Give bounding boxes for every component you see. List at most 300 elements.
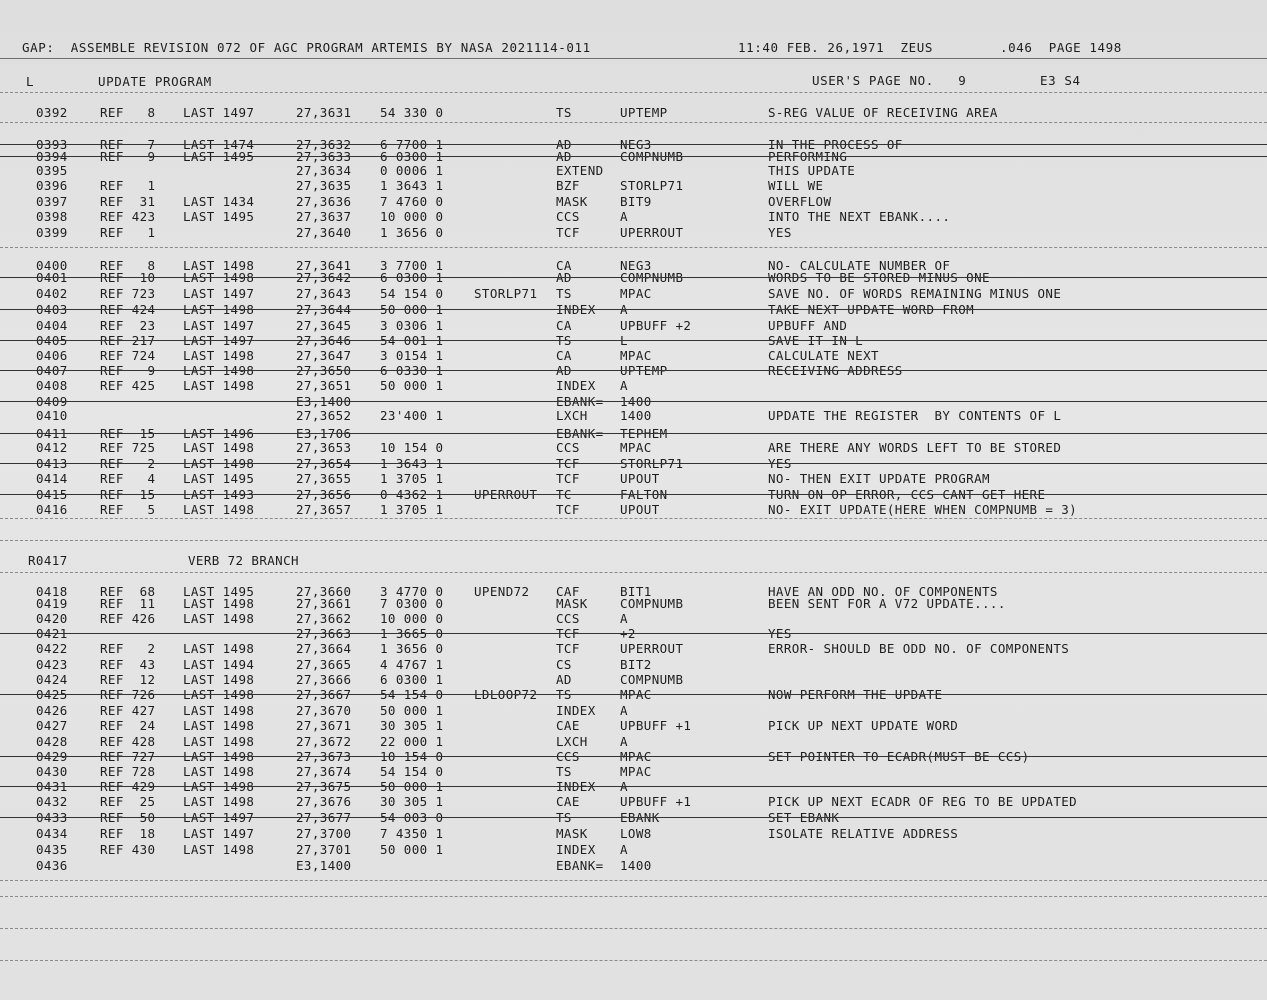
- listing-op: INDEX: [556, 378, 596, 393]
- listing-op: EXTEND: [556, 163, 604, 178]
- listing-ref: REF 4: [100, 471, 156, 486]
- listing-line: [0, 163, 1267, 178]
- listing-addr: 27,3664: [296, 641, 352, 656]
- listing-n: 0432: [36, 794, 68, 809]
- listing-com: TAKE NEXT UPDATE WORD FROM: [768, 302, 975, 317]
- listing-line: [0, 764, 1267, 779]
- listing-n: 0403: [36, 302, 68, 317]
- listing-com: ERROR- SHOULD BE ODD NO. OF COMPONENTS: [768, 641, 1070, 656]
- listing-opd: 1400: [620, 408, 652, 423]
- listing-opd: MPAC: [620, 348, 652, 363]
- listing-last: LAST 1474: [183, 137, 255, 152]
- listing-last: LAST 1498: [183, 641, 255, 656]
- listing-last: LAST 1498: [183, 703, 255, 718]
- listing-n: 0397: [36, 194, 68, 209]
- listing-code: 1 3665 0: [380, 626, 444, 641]
- listing-line: [0, 456, 1267, 471]
- listing-opd: LOW8: [620, 826, 652, 841]
- listing-last: LAST 1498: [183, 764, 255, 779]
- listing-opd: UPBUFF +2: [620, 318, 692, 333]
- listing-addr: 27,3670: [296, 703, 352, 718]
- listing-n: 0414: [36, 471, 68, 486]
- listing-n: 0431: [36, 779, 68, 794]
- listing-opd: A: [620, 302, 628, 317]
- listing-last: LAST 1494: [183, 657, 255, 672]
- listing-n: 0401: [36, 270, 68, 285]
- listing-op: INDEX: [556, 842, 596, 857]
- listing-com: ISOLATE RELATIVE ADDRESS: [768, 826, 959, 841]
- listing-lab: STORLP71: [474, 286, 538, 301]
- listing-line: [0, 149, 1267, 164]
- listing-n: 0426: [36, 703, 68, 718]
- listing-ref: REF 25: [100, 794, 156, 809]
- listing-addr: 27,3673: [296, 749, 352, 764]
- listing-n: 0402: [36, 286, 68, 301]
- listing-code: 10 154 0: [380, 749, 444, 764]
- listing-com: YES: [768, 456, 792, 471]
- listing-last: LAST 1497: [183, 826, 255, 841]
- listing-last: LAST 1495: [183, 471, 255, 486]
- listing-opd: L: [620, 333, 628, 348]
- listing-com: INTO THE NEXT EBANK....: [768, 209, 951, 224]
- listing-code: 6 0300 1: [380, 149, 444, 164]
- listing-code: 3 0306 1: [380, 318, 444, 333]
- listing-addr: 27,3665: [296, 657, 352, 672]
- rule: [0, 58, 1267, 59]
- section-marker: L: [26, 74, 35, 89]
- listing-com: BEEN SENT FOR A V72 UPDATE....: [768, 596, 1006, 611]
- listing-line: [0, 657, 1267, 672]
- listing-ref: REF 727: [100, 749, 156, 764]
- listing-opd: MPAC: [620, 440, 652, 455]
- listing-com: SAVE NO. OF WORDS REMAINING MINUS ONE: [768, 286, 1062, 301]
- listing-op: TC: [556, 487, 572, 502]
- listing-ref: REF 424: [100, 302, 156, 317]
- listing-com: YES: [768, 626, 792, 641]
- listing-com: NO- THEN EXIT UPDATE PROGRAM: [768, 471, 990, 486]
- listing-line: [0, 286, 1267, 301]
- listing-n: 0415: [36, 487, 68, 502]
- listing-op: TCF: [556, 456, 580, 471]
- listing-opd: UPERROUT: [620, 225, 684, 240]
- listing-n: 0412: [36, 440, 68, 455]
- listing-code: 10 154 0: [380, 440, 444, 455]
- listing-op: AD: [556, 149, 572, 164]
- listing-n: 0422: [36, 641, 68, 656]
- listing-code: 3 0154 1: [380, 348, 444, 363]
- listing-code: 54 154 0: [380, 687, 444, 702]
- listing-addr: 27,3650: [296, 363, 352, 378]
- listing-com: YES: [768, 225, 792, 240]
- listing-op: CCS: [556, 440, 580, 455]
- listing-last: LAST 1498: [183, 842, 255, 857]
- listing-com: PICK UP NEXT ECADR OF REG TO BE UPDATED: [768, 794, 1078, 809]
- listing-addr: 27,3634: [296, 163, 352, 178]
- listing-addr: 27,3643: [296, 286, 352, 301]
- listing-ref: REF 724: [100, 348, 156, 363]
- listing-addr: 27,3666: [296, 672, 352, 687]
- listing-ref: REF 9: [100, 149, 156, 164]
- listing-code: 50 000 1: [380, 842, 444, 857]
- listing-line: [0, 471, 1267, 486]
- listing-op: CAF: [556, 584, 580, 599]
- listing-line: [0, 426, 1267, 441]
- listing-ref: REF 430: [100, 842, 156, 857]
- listing-last: LAST 1498: [183, 794, 255, 809]
- listing-line: [0, 842, 1267, 857]
- listing-ref: REF 1: [100, 225, 156, 240]
- listing-com: OVERFLOW: [768, 194, 832, 209]
- listing-ref: REF 11: [100, 596, 156, 611]
- listing-last: LAST 1498: [183, 502, 255, 517]
- listing-op: TS: [556, 333, 572, 348]
- listing-n: 0396: [36, 178, 68, 193]
- listing-addr: 27,3660: [296, 584, 352, 599]
- header-page: .046 PAGE 1498: [1000, 40, 1122, 55]
- listing-last: LAST 1498: [183, 672, 255, 687]
- listing-last: LAST 1496: [183, 426, 255, 441]
- listing-opd: TEPHEM: [620, 426, 668, 441]
- listing-opd: UPOUT: [620, 502, 660, 517]
- listing-ref: REF 15: [100, 426, 156, 441]
- listing-code: 0 0006 1: [380, 163, 444, 178]
- rule: [0, 960, 1267, 961]
- listing-last: LAST 1497: [183, 318, 255, 333]
- listing-ref: REF 12: [100, 672, 156, 687]
- listing-op: TCF: [556, 502, 580, 517]
- listing-addr: 27,3652: [296, 408, 352, 423]
- listing-com: PICK UP NEXT UPDATE WORD: [768, 718, 959, 733]
- listing-last: LAST 1498: [183, 718, 255, 733]
- listing-opd: 1400: [620, 394, 652, 409]
- listing-opd: STORLP71: [620, 456, 684, 471]
- listing-lab: UPEND72: [474, 584, 530, 599]
- listing-op: CAE: [556, 794, 580, 809]
- listing-last: LAST 1498: [183, 258, 255, 273]
- listing-n: 0421: [36, 626, 68, 641]
- listing-opd: +2: [620, 626, 636, 641]
- listing-ref: REF 725: [100, 440, 156, 455]
- listing-ref: REF 426: [100, 611, 156, 626]
- listing-n: 0434: [36, 826, 68, 841]
- listing-last: VERB 72 BRANCH: [188, 553, 299, 568]
- listing-addr: 27,3671: [296, 718, 352, 733]
- listing-op: EBANK=: [556, 858, 604, 873]
- listing-addr: 27,3631: [296, 105, 352, 120]
- listing-ref: REF 9: [100, 363, 156, 378]
- listing-op: TCF: [556, 225, 580, 240]
- listing-line: [0, 794, 1267, 809]
- listing-line: [0, 487, 1267, 502]
- listing-last: LAST 1498: [183, 779, 255, 794]
- listing-ref: REF 428: [100, 734, 156, 749]
- listing-last: LAST 1498: [183, 611, 255, 626]
- listing-lab: LDLOOP72: [474, 687, 538, 702]
- listing-line: [0, 348, 1267, 363]
- listing-opd: MPAC: [620, 764, 652, 779]
- listing-n: 0406: [36, 348, 68, 363]
- listing-addr: 27,3641: [296, 258, 352, 273]
- listing-addr: 27,3635: [296, 178, 352, 193]
- listing-n: 0409: [36, 394, 68, 409]
- listing-op: MASK: [556, 826, 588, 841]
- listing-line: [0, 194, 1267, 209]
- listing-last: LAST 1497: [183, 286, 255, 301]
- listing-n: 0433: [36, 810, 68, 825]
- listing-last: LAST 1498: [183, 687, 255, 702]
- listing-line: [0, 502, 1267, 517]
- listing-ref: REF 1: [100, 178, 156, 193]
- rule: [0, 92, 1267, 93]
- listing-ref: REF 18: [100, 826, 156, 841]
- listing-addr: 27,3657: [296, 502, 352, 517]
- listing-opd: MPAC: [620, 749, 652, 764]
- listing-ref: REF 24: [100, 718, 156, 733]
- listing-op: TS: [556, 687, 572, 702]
- listing-code: 1 3656 0: [380, 641, 444, 656]
- listing-line: [0, 858, 1267, 873]
- listing-code: 54 003 0: [380, 810, 444, 825]
- listing-com: PERFORMING: [768, 149, 848, 164]
- listing-opd: A: [620, 703, 628, 718]
- listing-opd: COMPNUMB: [620, 149, 684, 164]
- listing-op: AD: [556, 270, 572, 285]
- listing-opd: A: [620, 842, 628, 857]
- listing-ref: REF 726: [100, 687, 156, 702]
- listing-ref: REF 2: [100, 641, 156, 656]
- listing-op: TS: [556, 286, 572, 301]
- listing-code: 1 3643 1: [380, 456, 444, 471]
- listing-last: LAST 1495: [183, 149, 255, 164]
- listing-ref: REF 50: [100, 810, 156, 825]
- listing-n: 0419: [36, 596, 68, 611]
- listing-addr: 27,3632: [296, 137, 352, 152]
- listing-addr: 27,3700: [296, 826, 352, 841]
- listing-code: 30 305 1: [380, 718, 444, 733]
- listing-n: 0424: [36, 672, 68, 687]
- listing-n: 0420: [36, 611, 68, 626]
- listing-last: LAST 1498: [183, 734, 255, 749]
- bank-label: E3 S4: [1040, 73, 1081, 88]
- rule: [0, 928, 1267, 929]
- listing-code: 7 0300 0: [380, 596, 444, 611]
- listing-addr: 27,3654: [296, 456, 352, 471]
- listing-n: 0428: [36, 734, 68, 749]
- listing-addr: 27,3637: [296, 209, 352, 224]
- listing-op: CCS: [556, 749, 580, 764]
- listing-addr: 27,3645: [296, 318, 352, 333]
- listing-code: 3 4770 0: [380, 584, 444, 599]
- listing-com: THIS UPDATE: [768, 163, 856, 178]
- rule: [0, 880, 1267, 881]
- listing-n: 0405: [36, 333, 68, 348]
- listing-op: TS: [556, 764, 572, 779]
- rule: [0, 518, 1267, 519]
- listing-ref: REF 43: [100, 657, 156, 672]
- listing-n: 0400: [36, 258, 68, 273]
- listing-addr: 27,3651: [296, 378, 352, 393]
- listing-com: SAVE IT IN L: [768, 333, 864, 348]
- listing-com: NO- CALCULATE NUMBER OF: [768, 258, 951, 273]
- listing-code: 22 000 1: [380, 734, 444, 749]
- listing-ref: REF 423: [100, 209, 156, 224]
- listing-n: 0425: [36, 687, 68, 702]
- listing-op: MASK: [556, 194, 588, 209]
- listing-opd: COMPNUMB: [620, 672, 684, 687]
- listing-opd: COMPNUMB: [620, 270, 684, 285]
- listing-opd: NEG3: [620, 137, 652, 152]
- listing-ref: REF 68: [100, 584, 156, 599]
- listing-last: LAST 1498: [183, 348, 255, 363]
- listing-last: LAST 1498: [183, 596, 255, 611]
- listing-line: [0, 378, 1267, 393]
- listing-addr: 27,3636: [296, 194, 352, 209]
- listing-lab: UPERROUT: [474, 487, 538, 502]
- listing-addr: 27,3674: [296, 764, 352, 779]
- listing-opd: A: [620, 378, 628, 393]
- listing-n: 0413: [36, 456, 68, 471]
- listing-addr: 27,3640: [296, 225, 352, 240]
- listing-opd: BIT1: [620, 584, 652, 599]
- listing-ref: REF 8: [100, 105, 156, 120]
- listing-opd: MPAC: [620, 286, 652, 301]
- listing-last: LAST 1498: [183, 456, 255, 471]
- listing-opd: A: [620, 734, 628, 749]
- listing-com: IN THE PROCESS OF: [768, 137, 903, 152]
- listing-opd: NEG3: [620, 258, 652, 273]
- listing-com: HAVE AN ODD NO. OF COMPONENTS: [768, 584, 998, 599]
- listing-code: 1 3656 0: [380, 225, 444, 240]
- listing-code: 30 305 1: [380, 794, 444, 809]
- listing-line: [0, 718, 1267, 733]
- listing-code: 50 000 1: [380, 302, 444, 317]
- listing-line: [0, 318, 1267, 333]
- listing-n: 0407: [36, 363, 68, 378]
- listing-addr: 27,3655: [296, 471, 352, 486]
- listing-addr: 27,3672: [296, 734, 352, 749]
- listing-code: 50 000 1: [380, 703, 444, 718]
- listing-line: [0, 363, 1267, 378]
- listing-addr: 27,3701: [296, 842, 352, 857]
- listing-addr: 27,3644: [296, 302, 352, 317]
- listing-line: [0, 209, 1267, 224]
- listing-n: 0408: [36, 378, 68, 393]
- listing-line: [0, 687, 1267, 702]
- listing-op: MASK: [556, 596, 588, 611]
- listing-opd: BIT2: [620, 657, 652, 672]
- listing-code: 6 0300 1: [380, 270, 444, 285]
- listing-code: 0 4362 1: [380, 487, 444, 502]
- listing-line: [0, 596, 1267, 611]
- listing-code: 50 000 1: [380, 779, 444, 794]
- listing-opd: EBANK: [620, 810, 660, 825]
- listing-line: [0, 333, 1267, 348]
- listing-line: [0, 641, 1267, 656]
- listing-last: LAST 1498: [183, 363, 255, 378]
- listing-com: SET POINTER TO ECADR(MUST BE CCS): [768, 749, 1030, 764]
- listing-n: 0430: [36, 764, 68, 779]
- listing-addr: 27,3676: [296, 794, 352, 809]
- listing-opd: COMPNUMB: [620, 596, 684, 611]
- listing-line: [0, 553, 1267, 568]
- listing-n: 0410: [36, 408, 68, 423]
- listing-line: [0, 810, 1267, 825]
- listing-opd: UPTEMP: [620, 105, 668, 120]
- listing-op: TS: [556, 105, 572, 120]
- listing-n: 0398: [36, 209, 68, 224]
- listing-com: UPBUFF AND: [768, 318, 848, 333]
- listing-com: WORDS TO BE STORED MINUS ONE: [768, 270, 990, 285]
- listing-addr: 27,3633: [296, 149, 352, 164]
- listing-op: AD: [556, 672, 572, 687]
- listing-n: 0404: [36, 318, 68, 333]
- listing-com: NO- EXIT UPDATE(HERE WHEN COMPNUMB = 3): [768, 502, 1078, 517]
- listing-ref: REF 10: [100, 270, 156, 285]
- listing-opd: FALTON: [620, 487, 668, 502]
- listing-code: 1 3705 1: [380, 502, 444, 517]
- listing-n: 0429: [36, 749, 68, 764]
- rule: [0, 572, 1267, 573]
- listing-code: 10 000 0: [380, 611, 444, 626]
- listing-ref: REF 429: [100, 779, 156, 794]
- listing-com: WILL WE: [768, 178, 824, 193]
- listing-line: [0, 408, 1267, 423]
- listing-line: [0, 779, 1267, 794]
- listing-code: 1 3705 1: [380, 471, 444, 486]
- listing-op: EBANK=: [556, 394, 604, 409]
- listing-op: INDEX: [556, 779, 596, 794]
- listing-line: [0, 672, 1267, 687]
- listing-code: 54 154 0: [380, 286, 444, 301]
- listing-opd: 1400: [620, 858, 652, 873]
- listing-n: R0417: [28, 553, 68, 568]
- listing-code: 6 7700 1: [380, 137, 444, 152]
- listing-addr: 27,3677: [296, 810, 352, 825]
- listing-addr: E3,1400: [296, 858, 352, 873]
- listing-addr: E3,1400: [296, 394, 352, 409]
- listing-op: CCS: [556, 209, 580, 224]
- listing-op: TCF: [556, 626, 580, 641]
- listing-code: 6 0330 1: [380, 363, 444, 378]
- listing-op: EBANK=: [556, 426, 604, 441]
- listing-line: [0, 749, 1267, 764]
- listing-last: LAST 1495: [183, 584, 255, 599]
- listing-opd: A: [620, 611, 628, 626]
- listing-ref: REF 425: [100, 378, 156, 393]
- listing-addr: 27,3653: [296, 440, 352, 455]
- listing-op: CA: [556, 318, 572, 333]
- listing-opd: A: [620, 779, 628, 794]
- listing-com: SET EBANK: [768, 810, 840, 825]
- listing-ref: REF 427: [100, 703, 156, 718]
- listing-op: LXCH: [556, 408, 588, 423]
- listing-n: 0392: [36, 105, 68, 120]
- listing-code: 6 0300 1: [380, 672, 444, 687]
- listing-code: 7 4350 1: [380, 826, 444, 841]
- listing-code: 3 7700 1: [380, 258, 444, 273]
- listing-ref: REF 7: [100, 137, 156, 152]
- listing-com: CALCULATE NEXT: [768, 348, 879, 363]
- listing-code: 7 4760 0: [380, 194, 444, 209]
- listing-line: [0, 225, 1267, 240]
- listing-op: CA: [556, 258, 572, 273]
- listing-op: TCF: [556, 641, 580, 656]
- listing-line: [0, 826, 1267, 841]
- listing-last: LAST 1434: [183, 194, 255, 209]
- listing-ref: REF 15: [100, 487, 156, 502]
- header-title: GAP: ASSEMBLE REVISION 072 OF AGC PROGRAM ARTEMIS BY NASA 2021114-011: [22, 40, 591, 55]
- listing-line: [0, 611, 1267, 626]
